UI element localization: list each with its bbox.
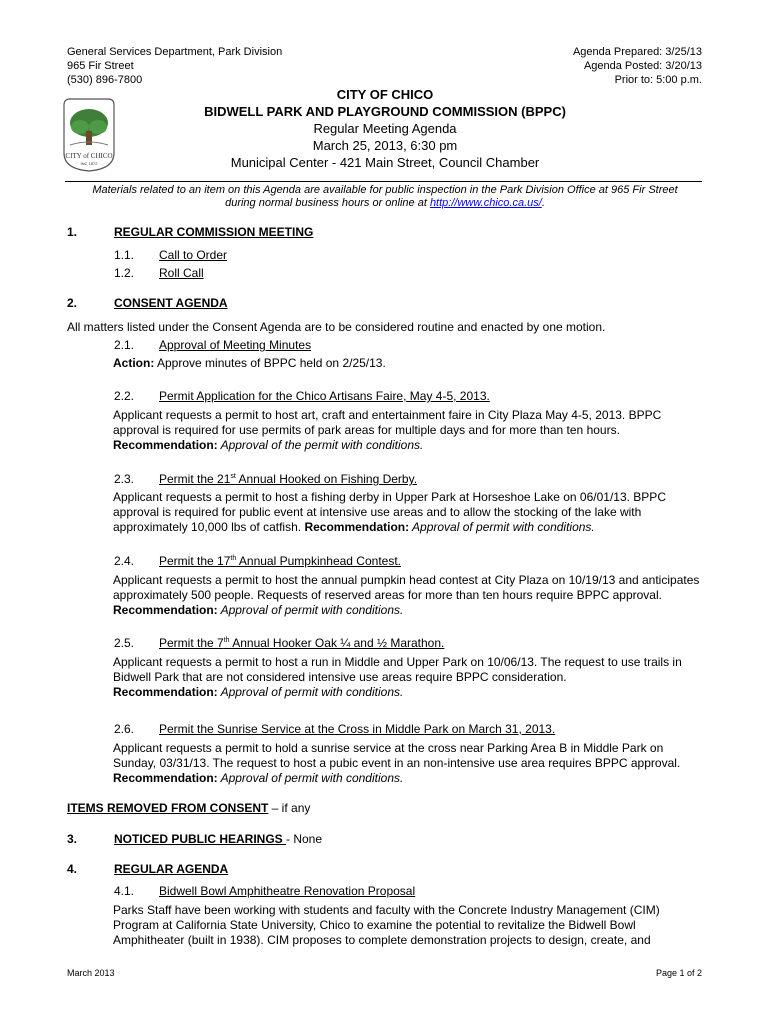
- item-2-3-title: Permit the 21st Annual Hooked on Fishing Derby.: [159, 472, 418, 486]
- item-2-5-title: Permit the 7th Annual Hooker Oak ¼ and ½ Marathon.: [159, 636, 445, 650]
- street-address: 965 Fir Street: [67, 60, 134, 72]
- item-2-3-body: Applicant requests a permit to host a fishing derby in Upper Park at Horseshoe Lake on 06/01/13. BPPC approval is required for public event at intensive use areas and to allow the stocking of the lake with approximately 10,000 lbs of catfish. Recommendation: Approval of permit with conditions.: [113, 490, 666, 534]
- agenda-title-block: [0, 86, 770, 171]
- item-2-6-title: Permit the Sunrise Service at the Cross in Middle Park on March 31, 2013.: [159, 722, 556, 736]
- dept-name: General Services Department, Park Division: [67, 46, 283, 58]
- section-2-title: CONSENT AGENDA: [114, 296, 228, 310]
- section-2-number: 2.: [67, 296, 78, 310]
- consent-intro: All matters listed under the Consent Agenda are to be considered routine and enacted by one motion.: [67, 320, 606, 334]
- section-1-number: 1.: [67, 225, 78, 239]
- agenda-prepared: Agenda Prepared: 3/25/13: [572, 46, 702, 58]
- section-4-title: REGULAR AGENDA: [114, 862, 229, 876]
- agenda-posted: Agenda Posted: 3/20/13: [583, 60, 702, 72]
- logo-sub: INC 1872: [80, 161, 98, 166]
- item-1-2-title: Roll Call: [159, 266, 204, 280]
- item-4-1-body: Parks Staff have been working with students and faculty with the Concrete Industry Management (CIM) Program at California State University, Chico to examine the potential to revitalize the Bidwell Bowl Amphitheater (built in 1938). CIM proposes to complete demonstration projects to design, create, and: [113, 903, 660, 947]
- item-2-4-body: Applicant requests a permit to host the annual pumpkin head contest at City Plaza on 10/19/13 and anticipates approximately 500 people. Requests of reserved areas for more than ten hours require BPPC approval. Recommendation: Approval of permit with conditions.: [113, 573, 700, 617]
- meeting-type: Regular Meeting Agenda: [313, 121, 457, 136]
- item-2-5-number: 2.5.: [114, 636, 135, 650]
- item-4-1-title: Bidwell Bowl Amphitheatre Renovation Proposal: [159, 884, 416, 898]
- section-3-number: 3.: [67, 832, 78, 846]
- commission-name: BIDWELL PARK AND PLAYGROUND COMMISSION (BPPC): [204, 104, 566, 119]
- section-4-number: 4.: [67, 862, 78, 876]
- footer-date: March 2013: [67, 968, 115, 978]
- city-name: CITY OF CHICO: [336, 87, 434, 102]
- item-2-1-title: Approval of Meeting Minutes: [159, 338, 312, 352]
- item-2-2-number: 2.2.: [114, 389, 135, 403]
- item-2-3-number: 2.3.: [114, 472, 135, 486]
- meeting-location: Municipal Center - 421 Main Street, Council Chamber: [230, 155, 540, 170]
- phone-number: (530) 896-7800: [67, 74, 143, 86]
- item-2-2-body: Applicant requests a permit to host art, craft and entertainment faire in City Plaza May 4-5, 2013. BPPC approval is required for use permits of park areas for multiple days and for more than ten hours. Recommendation: Approval of the permit with conditions.: [113, 408, 662, 452]
- item-2-4-number: 2.4.: [114, 554, 135, 568]
- divider: [65, 181, 702, 182]
- item-1-2-number: 1.2.: [114, 266, 135, 280]
- page-number: Page 1 of 2: [655, 968, 702, 978]
- materials-note: Materials related to an item on this Agenda are available for public inspection in the Park Division Office at 965 Fir Street during normal business hours or online at http://www.chico.ca.us/.: [92, 184, 678, 209]
- header-address: [67, 45, 282, 87]
- section-3-heading: NOTICED PUBLIC HEARINGS - None: [114, 832, 323, 846]
- meeting-date: March 25, 2013, 6:30 pm: [312, 138, 458, 153]
- header-dates: [573, 45, 702, 87]
- item-2-1-body: Action: Approve minutes of BPPC held on 2/25/13.: [113, 356, 386, 370]
- item-2-6-number: 2.6.: [114, 722, 135, 736]
- city-website-link[interactable]: http://www.chico.ca.us/: [429, 197, 542, 209]
- item-4-1-number: 4.1.: [114, 884, 135, 898]
- item-2-1-number: 2.1.: [114, 338, 135, 352]
- prior-to: Prior to: 5:00 p.m.: [614, 74, 702, 86]
- item-1-1-number: 1.1.: [114, 248, 135, 262]
- logo-text: CITY of CHICO: [65, 152, 113, 160]
- item-1-1-title: Call to Order: [159, 248, 228, 262]
- item-2-6-body: Applicant requests a permit to hold a sunrise service at the cross near Parking Area B in Middle Park on Sunday, 03/31/13. The request to host a pubic event in an non-intensive use area requires BPPC approval. Recommendation: Approval of permit with conditions.: [113, 741, 681, 785]
- item-2-5-body: Applicant requests a permit to host a run in Middle and Upper Park on 10/06/13. The request to use trails in Bidwell Park that are not considered intensive use areas require BPPC consideration. Recommendation: Approval of permit with conditions.: [113, 655, 682, 699]
- item-2-2-title: Permit Application for the Chico Artisans Faire, May 4-5, 2013.: [159, 389, 490, 403]
- items-removed-heading: ITEMS REMOVED FROM CONSENT – if any: [67, 801, 311, 815]
- item-2-4-title: Permit the 17th Annual Pumpkinhead Contest.: [159, 554, 401, 568]
- section-1-title: REGULAR COMMISSION MEETING: [114, 225, 314, 239]
